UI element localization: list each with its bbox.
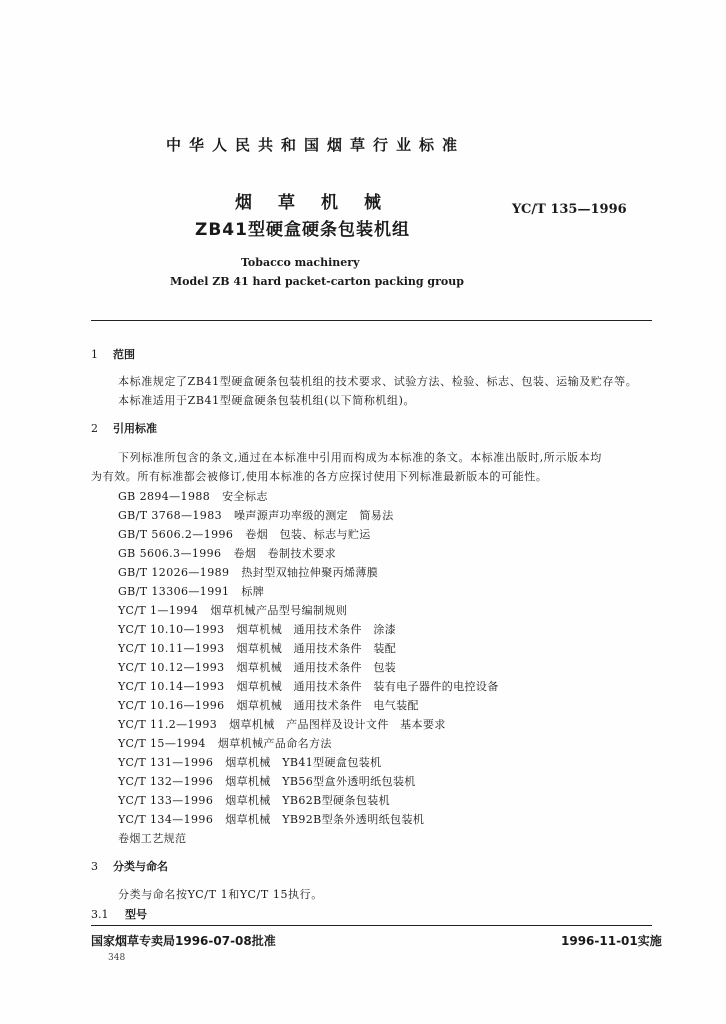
reference-item [118, 507, 394, 523]
reference-code: YC/T 10.16—1996 [118, 699, 225, 712]
reference-item [118, 564, 378, 580]
section-number: 3 [91, 860, 98, 873]
reference-code: YC/T 134—1996 [118, 813, 214, 826]
reference-title: 烟草机械 通用技术条件 包装 [236, 661, 397, 674]
reference-code: YC/T 15—1994 [118, 737, 206, 750]
reference-title: 烟草机械 通用技术条件 电气装配 [236, 699, 419, 712]
reference-code: GB/T 3768—1983 [118, 509, 222, 522]
document-subtitle: ZB41型硬盒硬条包装机组 [195, 220, 410, 240]
reference-title: 卷烟 包装、标志与贮运 [245, 528, 371, 541]
reference-item [118, 640, 396, 656]
reference-item [118, 526, 371, 542]
approval-info: 国家烟草专卖局1996-07-08批准 [91, 934, 276, 948]
reference-code: GB 2894—1988 [118, 490, 211, 503]
reference-title: 烟草机械产品命名方法 [217, 737, 332, 750]
reference-code: GB/T 12026—1989 [118, 566, 230, 579]
reference-item [118, 811, 424, 827]
section-1-paragraph-1: 本标准规定了ZB41型硬盒硬条包装机组的技术要求、试验方法、检验、标志、包装、运输及贮存等。 [118, 375, 638, 388]
reference-item [118, 830, 186, 846]
section-2-paragraph-1: 下列标准所包含的条文,通过在本标准中引用而构成为本标准的条文。本标准出版时,所示版本均 [118, 451, 602, 464]
reference-item [118, 773, 416, 789]
section-title: 引用标准 [113, 422, 157, 435]
reference-item [118, 735, 332, 751]
reference-item [118, 792, 390, 808]
reference-title: 烟草机械产品型号编制规则 [210, 604, 348, 617]
reference-title: 噪声源声功率级的测定 简易法 [234, 509, 394, 522]
reference-title: 烟草机械 产品图样及设计文件 基本要求 [229, 718, 446, 731]
subsection-title: 型号 [125, 908, 147, 921]
reference-item [118, 583, 264, 599]
subsection-3-1-heading [91, 906, 147, 922]
reference-item [118, 754, 382, 770]
section-number: 1 [91, 348, 98, 361]
english-title-line2: Model ZB 41 hard packet-carton packing group [170, 275, 464, 288]
section-1-paragraph-2: 本标准适用于ZB41型硬盒硬条包装机组(以下简称机组)。 [118, 394, 416, 407]
reference-code: YC/T 10.11—1993 [118, 642, 225, 655]
reference-code: YC/T 10.12—1993 [118, 661, 225, 674]
reference-code: YC/T 1—1994 [118, 604, 199, 617]
reference-title: 热封型双轴拉伸聚丙烯薄膜 [241, 566, 379, 579]
reference-title: 烟草机械 通用技术条件 涂漆 [236, 623, 397, 636]
reference-code: YC/T 10.14—1993 [118, 680, 225, 693]
reference-code: YC/T 11.2—1993 [118, 718, 218, 731]
reference-code: YC/T 132—1996 [118, 775, 214, 788]
reference-title: 烟草机械 YB62B型硬条包装机 [225, 794, 391, 807]
reference-item [118, 659, 396, 675]
standard-code: YC/T 135—1996 [512, 202, 627, 217]
section-3-heading [91, 858, 168, 874]
reference-code: GB/T 13306—1991 [118, 585, 230, 598]
reference-item [118, 488, 268, 504]
reference-item [118, 678, 499, 694]
section-2-paragraph-2: 为有效。所有标准都会被修订,使用本标准的各方应探讨使用下列标准最新版本的可能性。 [91, 470, 548, 483]
reference-code: YC/T 10.10—1993 [118, 623, 225, 636]
reference-title: 烟草机械 通用技术条件 装配 [236, 642, 397, 655]
reference-code: GB/T 5606.2—1996 [118, 528, 234, 541]
reference-item [118, 602, 347, 618]
page-number: 348 [108, 953, 126, 963]
reference-code: YC/T 131—1996 [118, 756, 214, 769]
section-2-heading [91, 420, 157, 436]
english-title-line1: Tobacco machinery [241, 256, 360, 269]
reference-title: 安全标志 [222, 490, 268, 503]
subsection-number: 3.1 [91, 908, 109, 921]
header-divider [91, 320, 652, 321]
reference-title: 烟草机械 YB56型盒外透明纸包装机 [225, 775, 416, 788]
reference-title: 卷烟 卷制技术要求 [233, 547, 337, 560]
reference-item [118, 716, 446, 732]
reference-item [118, 621, 396, 637]
section-title: 分类与命名 [113, 860, 168, 873]
reference-code: YC/T 133—1996 [118, 794, 214, 807]
section-title: 范围 [113, 348, 135, 361]
section-1-heading [91, 346, 135, 362]
reference-code: GB 5606.3—1996 [118, 547, 222, 560]
footer-divider [91, 925, 652, 926]
reference-title: 烟草机械 YB41型硬盒包装机 [225, 756, 382, 769]
section-3-paragraph-1: 分类与命名按YC/T 1和YC/T 15执行。 [118, 888, 323, 901]
reference-title: 烟草机械 YB92B型条外透明纸包装机 [225, 813, 425, 826]
section-number: 2 [91, 422, 98, 435]
reference-item [118, 545, 336, 561]
reference-code: 卷烟工艺规范 [118, 832, 187, 845]
reference-item [118, 697, 419, 713]
reference-title: 标牌 [241, 585, 265, 598]
implementation-date: 1996-11-01实施 [561, 934, 662, 948]
document-title: 烟草机械 [235, 193, 407, 213]
reference-title: 烟草机械 通用技术条件 装有电子器件的电控设备 [236, 680, 499, 693]
standard-org-title: 中华人民共和国烟草行业标准 [166, 136, 466, 154]
